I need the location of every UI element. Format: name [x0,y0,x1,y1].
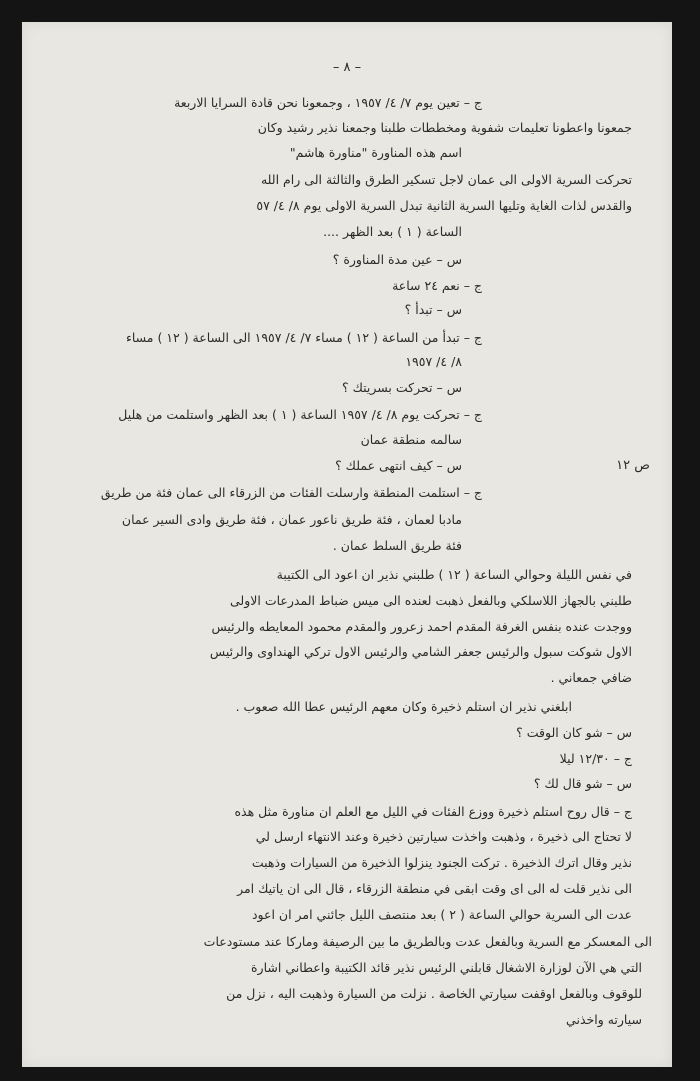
text-line: ج – قال روح استلم ذخيرة ووزع الفئات في الليل مع العلم ان مناورة مثل هذه [234,804,632,819]
text-line: الاول شوكت سبول والرئيس جعفر الشامي والرئيس الاول تركي الهنداوى والرئيس [209,644,632,659]
text-line: جمعونا واعطونا تعليمات شفوية ومخططات طلبنا وجمعنا نذير رشيد وكان [257,120,632,135]
text-line: اسم هذه المناورة "مناورة هاشم" [289,145,462,160]
text-line: للوقوف وبالفعل اوقفت سيارتي الخاصة . نزلت من السيارة وذهبت اليه ، نزل من [226,986,642,1001]
margin-annotation: ص ١٢ [616,458,650,473]
document-page [22,22,672,1067]
text-line: ج – نعم ٢٤ ساعة [392,278,482,293]
text-line: س – تبدأ ؟ [404,302,462,317]
page-number: – ٨ – [332,60,362,75]
text-line: ٨/ ٤/ ١٩٥٧ [405,354,462,369]
text-line: س – شو كان الوقت ؟ [516,725,632,740]
text-line: ج – تبدأ من الساعة ( ١٢ ) مساء ٧/ ٤/ ١٩٥٧ الى الساعة ( ١٢ ) مساء [125,330,482,345]
text-line: الى المعسكر مع السرية وبالفعل عدت وبالطريق ما بين الرصيفة وماركا عند مستودعات [203,934,652,949]
text-line: ووجدت عنده بنفس الغرفة المقدم احمد زعرور والمقدم محمود المعايطه والرئيس [211,619,632,634]
text-line: س – تحركت بسريتك ؟ [341,380,462,395]
text-line: ابلغني نذير ان استلم ذخيرة وكان معهم الرئيس عطا الله صعوب . [235,699,572,714]
text-line: في نفس الليلة وحوالي الساعة ( ١٢ ) طلبني نذير ان اعود الى الكتيبة [276,567,632,582]
text-line: فئة طريق السلط عمان . [332,538,462,553]
text-line: لا تحتاج الى ذخيرة ، وذهبت واخذت سيارتين ذخيرة وعند الانتهاء ارسل لي [255,829,632,844]
text-line: الى نذير قلت له الى اى وقت ابقى في منطقة الزرقاء ، قال الى ان ياتيك امر [237,881,632,896]
text-line: ضافي جمعاني . [550,670,632,685]
text-line: طلبني بالجهاز اللاسلكي وبالفعل ذهبت لعنده الى ميس ضباط المدرعات الاولى [230,593,632,608]
text-line: ج – تعين يوم ٧/ ٤/ ١٩٥٧ ، وجمعونا نحن قادة السرايا الاربعة [174,95,482,110]
text-line: ج – استلمت المنطقة وارسلت الفئات من الزرقاء الى عمان فئة من طريق [100,485,482,500]
text-line: سيارته واخذني [566,1012,642,1027]
text-line: س – عين مدة المناورة ؟ [332,252,462,267]
text-line: ج – ١٢/٣٠ ليلا [559,751,632,766]
text-line: عدت الى السرية حوالي الساعة ( ٢ ) بعد منتصف الليل جائني امر ان اعود [251,907,632,922]
text-line: س – كيف انتهى عملك ؟ [335,458,462,473]
text-line: تحركت السرية الاولى الى عمان لاجل تسكير الطرق والثالثة الى رام الله [260,172,632,187]
text-line: التي هي الآن لوزارة الاشغال قابلني الرئيس نذير قائد الكتيبة واعطاني اشارة [251,960,642,975]
text-line: نذير وقال اترك الذخيرة . تركت الجنود ينزلوا الذخيرة من السيارات وذهبت [251,855,632,870]
text-line: مادبا لعمان ، فئة طريق ناعور عمان ، فئة طريق وادى السير عمان [121,512,462,527]
text-line: سالمه منطقة عمان [360,432,462,447]
text-line: س – شو قال لك ؟ [533,776,632,791]
text-line: الساعة ( ١ ) بعد الظهر .... [323,224,462,239]
text-line: ج – تحركت يوم ٨/ ٤/ ١٩٥٧ الساعة ( ١ ) بعد الظهر واستلمت من هليل [118,407,482,422]
text-line: والقدس لذات الغاية وتليها السرية الثانية تبدل السرية الاولى يوم ٨/ ٤/ ٥٧ [256,198,632,213]
